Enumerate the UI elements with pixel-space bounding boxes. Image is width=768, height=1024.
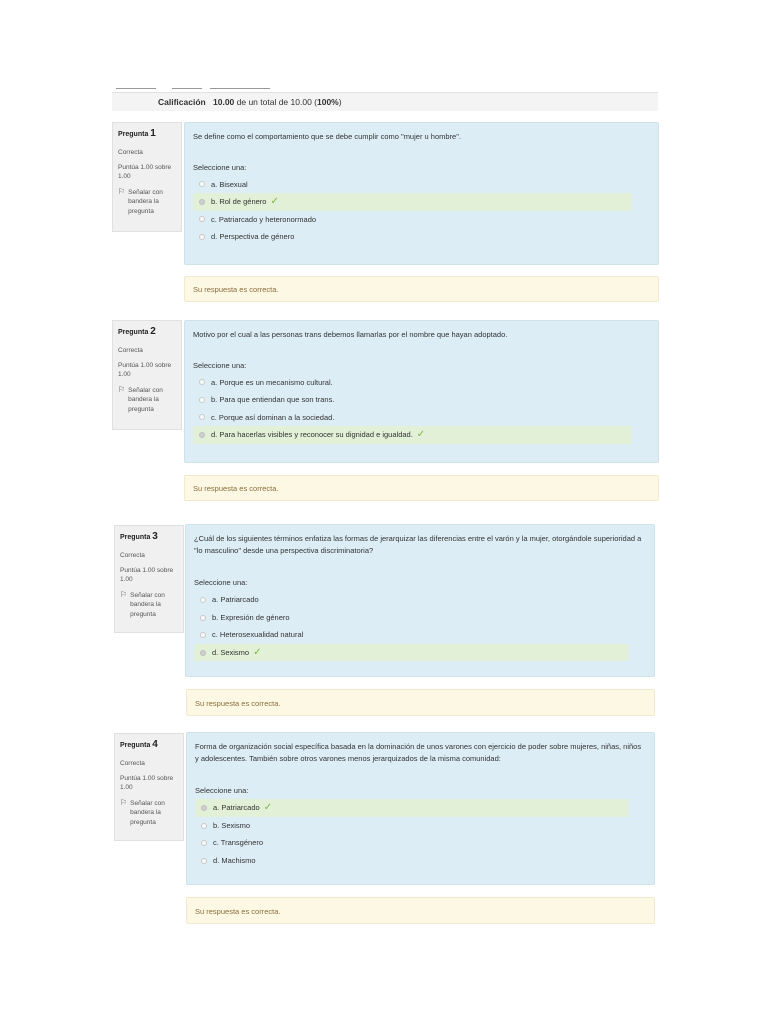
radio-button[interactable] xyxy=(199,181,205,187)
feedback-text: Su respuesta es correcta. xyxy=(193,285,279,294)
question-number: Pregunta 3 xyxy=(120,531,158,542)
question-content-3 xyxy=(185,524,655,677)
radio-button[interactable] xyxy=(199,414,205,420)
radio-button[interactable] xyxy=(199,216,205,222)
radio-button[interactable] xyxy=(200,650,206,656)
checkmark-icon: ✓ xyxy=(416,429,426,441)
radio-button[interactable] xyxy=(199,432,205,438)
flag-icon: ⚐ xyxy=(118,384,126,394)
radio-button[interactable] xyxy=(199,234,205,240)
checkmark-icon: ✓ xyxy=(270,196,279,208)
answer-option-c[interactable]: c. Heterosexualidad natural xyxy=(194,626,646,644)
grade-label: Calificación xyxy=(158,97,206,107)
question-info-3 xyxy=(114,525,184,633)
answer-option-a[interactable]: a. Patriarcado ✓ xyxy=(195,799,628,817)
answer-option-c[interactable]: c. Porque así dominan a la sociedad. xyxy=(193,409,650,427)
question-state: Correcta xyxy=(118,148,143,156)
radio-button[interactable] xyxy=(200,632,206,638)
question-text: ¿Cuál de los siguientes términos enfatiza las formas de jerarquizar las diferencias entre el varón y la mujer, otorgándole superioridad a "lo masculino" desde una perspectiva discriminatoria? xyxy=(194,534,642,555)
question-number: Pregunta 2 xyxy=(118,326,156,337)
feedback-box xyxy=(184,475,659,501)
answer-prompt: Seleccione una: xyxy=(195,786,249,796)
question-info-1 xyxy=(112,122,182,232)
question-content-4 xyxy=(186,732,655,885)
flag-question-link[interactable]: ⚐ Señalar con bandera la pregunta xyxy=(120,797,165,826)
radio-button[interactable] xyxy=(201,805,207,811)
question-content-2 xyxy=(184,320,659,463)
question-text: Se define como el comportamiento que se debe cumplir como "mujer u hombre". xyxy=(193,132,461,141)
answer-option-a[interactable]: a. Bisexual xyxy=(193,176,650,194)
flag-question-link[interactable]: ⚐ Señalar con bandera la pregunta xyxy=(118,384,163,413)
question-content-1 xyxy=(184,122,659,265)
question-number: Pregunta 4 xyxy=(120,739,158,750)
radio-button[interactable] xyxy=(201,858,207,864)
question-info-2 xyxy=(112,320,182,430)
radio-button[interactable] xyxy=(199,199,205,205)
question-grade: Puntúa 1.00 sobre 1.00 xyxy=(118,361,172,379)
checkmark-icon: ✓ xyxy=(263,802,273,814)
question-number: Pregunta 1 xyxy=(118,128,156,139)
answer-option-c[interactable]: c. Patriarcado y heteronormado xyxy=(193,211,650,229)
flag-icon: ⚐ xyxy=(120,589,128,599)
feedback-box xyxy=(184,276,659,302)
grade-summary-row xyxy=(112,92,658,111)
radio-button[interactable] xyxy=(201,823,207,829)
question-state: Correcta xyxy=(120,551,145,559)
feedback-text: Su respuesta es correcta. xyxy=(193,484,279,493)
flag-question-link[interactable]: ⚐ Señalar con bandera la pregunta xyxy=(120,589,165,618)
radio-button[interactable] xyxy=(201,840,207,846)
feedback-box xyxy=(186,897,655,924)
answer-option-d[interactable]: d. Sexismo ✓ xyxy=(194,644,628,662)
question-text: Forma de organización social específica basada en la dominación de unos varones con ejercicio de poder sobre mujeres, niñas, niños y adolescentes. También sobre otros varones menos jerarquizados de la misma comunidad: xyxy=(195,742,642,763)
question-info-4 xyxy=(114,733,184,841)
answer-option-b[interactable]: b. Para que entiendan que son trans. xyxy=(193,391,650,409)
answer-option-a[interactable]: a. Patriarcado xyxy=(194,591,646,609)
radio-button[interactable] xyxy=(199,379,205,385)
answer-option-d[interactable]: d. Machismo xyxy=(195,852,646,870)
feedback-text: Su respuesta es correcta. xyxy=(195,907,281,916)
answer-option-b[interactable]: b. Expresión de género xyxy=(194,609,646,627)
answer-option-d[interactable]: d. Perspectiva de género xyxy=(193,228,650,246)
question-grade: Puntúa 1.00 sobre 1.00 xyxy=(120,774,174,792)
feedback-box xyxy=(186,689,655,716)
question-state: Correcta xyxy=(118,346,143,354)
answer-option-a[interactable]: a. Porque es un mecanismo cultural. xyxy=(193,374,650,392)
flag-icon: ⚐ xyxy=(120,797,128,807)
answer-option-c[interactable]: c. Transgénero xyxy=(195,834,646,852)
flag-question-link[interactable]: ⚐ Señalar con bandera la pregunta xyxy=(118,186,163,215)
answer-option-d[interactable]: d. Para hacerlas visibles y reconocer su dignidad e igualdad. ✓ xyxy=(193,426,632,444)
radio-button[interactable] xyxy=(200,597,206,603)
feedback-text: Su respuesta es correcta. xyxy=(195,699,281,708)
flag-icon: ⚐ xyxy=(118,186,126,196)
answer-prompt: Seleccione una: xyxy=(193,360,247,370)
checkmark-icon: ✓ xyxy=(253,646,262,658)
question-text: Motivo por el cual a las personas trans debemos llamarlas por el nombre que hayan adoptado. xyxy=(193,330,508,339)
answer-option-b[interactable]: b. Sexismo xyxy=(195,817,646,835)
question-grade: Puntúa 1.00 sobre 1.00 xyxy=(118,163,172,181)
answer-prompt: Seleccione una: xyxy=(193,162,247,172)
grade-value: 10.00 de un total de 10.00 (100%) xyxy=(213,97,342,107)
radio-button[interactable] xyxy=(199,397,205,403)
answer-option-b[interactable]: b. Rol de género ✓ xyxy=(193,193,632,211)
question-grade: Puntúa 1.00 sobre 1.00 xyxy=(120,566,174,584)
question-state: Correcta xyxy=(120,759,145,767)
answer-prompt: Seleccione una: xyxy=(194,578,248,588)
radio-button[interactable] xyxy=(200,615,206,621)
